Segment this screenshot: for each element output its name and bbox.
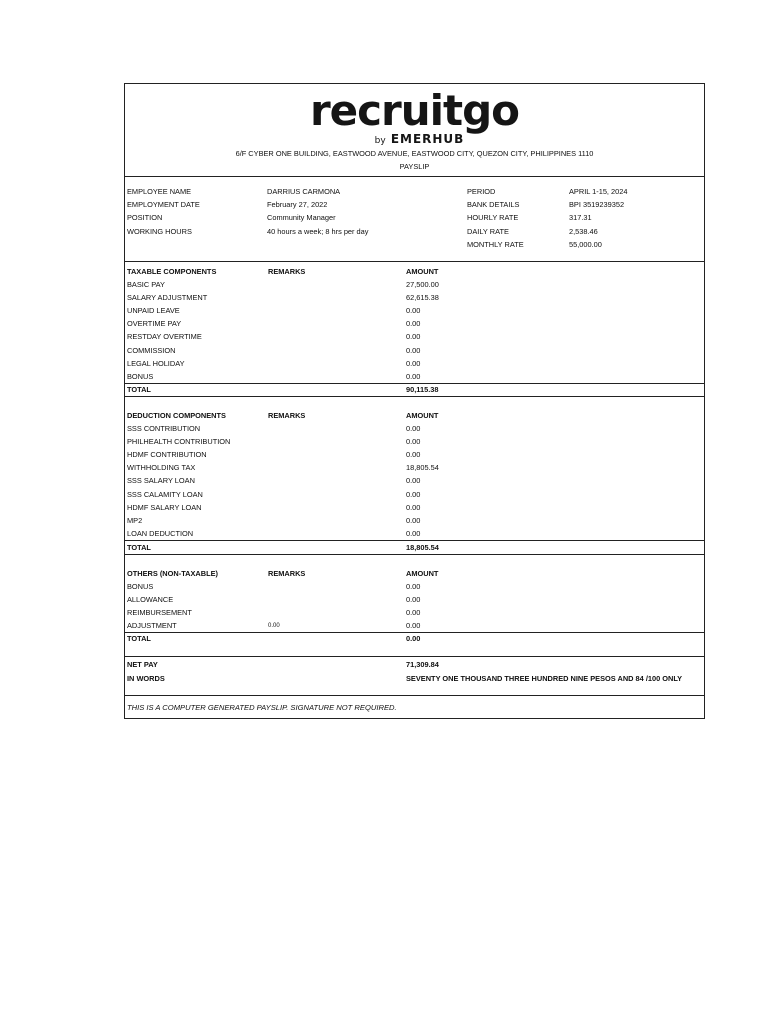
period-value: APRIL 1-15, 2024 — [569, 187, 628, 196]
amount-header: AMOUNT — [406, 569, 439, 578]
working-hours-value: 40 hours a week; 8 hrs per day — [267, 227, 369, 236]
working-hours-label: WORKING HOURS — [127, 227, 192, 236]
table-row-label: COMMISSION — [127, 346, 176, 355]
table-row-amount: 0.00 — [406, 332, 421, 341]
table-row-amount: 0.00 — [406, 490, 421, 499]
logo-subline — [135, 131, 704, 148]
table-row-label: LEGAL HOLIDAY — [127, 359, 185, 368]
table-row-amount: 0.00 — [406, 608, 421, 617]
divider — [125, 554, 704, 555]
in-words-label: IN WORDS — [127, 674, 165, 683]
table-row-amount: 0.00 — [406, 476, 421, 485]
position-value: Community Manager — [267, 213, 336, 222]
table-row-amount: 0.00 — [406, 372, 421, 381]
table-row-amount: 0.00 — [406, 319, 421, 328]
logo-brand: EMERHUB — [390, 132, 465, 146]
table-row-label: BASIC PAY — [127, 280, 165, 289]
logo-wordmark: recruitgo — [309, 86, 520, 135]
employee-name-label: EMPLOYEE NAME — [127, 187, 192, 196]
position-label: POSITION — [127, 213, 163, 222]
bank-details-label: BANK DETAILS — [467, 200, 520, 209]
deduction-header: DEDUCTION COMPONENTS — [127, 411, 226, 420]
table-row-label: SSS CONTRIBUTION — [127, 424, 201, 433]
amount-header: AMOUNT — [406, 411, 439, 420]
others-header: OTHERS (NON-TAXABLE) — [127, 569, 219, 578]
table-row-label: HDMF CONTRIBUTION — [127, 450, 207, 459]
table-row-amount: 0.00 — [406, 346, 421, 355]
daily-rate-value: 2,538.46 — [569, 227, 598, 236]
total-label: TOTAL — [127, 634, 151, 643]
table-row-amount: 0.00 — [406, 582, 421, 591]
table-row-label: BONUS — [127, 582, 154, 591]
remarks-header: REMARKS — [268, 569, 306, 578]
divider — [125, 540, 704, 541]
table-row-label: HDMF SALARY LOAN — [127, 503, 202, 512]
table-row-label: ALLOWANCE — [127, 595, 174, 604]
table-row-label: MP2 — [127, 516, 143, 525]
net-pay-amount: 71,309.84 — [406, 660, 439, 669]
employee-name-value: DARRIUS CARMONA — [267, 187, 341, 196]
document-title: PAYSLIP — [399, 162, 430, 171]
divider — [125, 261, 704, 262]
computer-generated-note: THIS IS A COMPUTER GENERATED PAYSLIP. SIGNATURE NOT REQUIRED. — [127, 703, 397, 712]
table-row-amount: 0.00 — [406, 516, 421, 525]
deduction-total-amount: 18,805.54 — [406, 543, 439, 552]
others-total-amount: 0.00 — [406, 634, 421, 643]
daily-rate-label: DAILY RATE — [467, 227, 509, 236]
table-row-amount: 0.00 — [406, 437, 421, 446]
divider — [125, 695, 704, 696]
total-label: TOTAL — [127, 385, 151, 394]
table-row-amount: 0.00 — [406, 306, 421, 315]
table-row-label: SALARY ADJUSTMENT — [127, 293, 208, 302]
hourly-rate-value: 317.31 — [569, 213, 592, 222]
table-row-label: PHILHEALTH CONTRIBUTION — [127, 437, 231, 446]
table-row-label: LOAN DEDUCTION — [127, 529, 194, 538]
employment-date-label: EMPLOYMENT DATE — [127, 200, 200, 209]
table-row-amount: 0.00 — [406, 595, 421, 604]
company-logo — [125, 86, 704, 148]
company-address: 6/F CYBER ONE BUILDING, EASTWOOD AVENUE, EASTWOOD CITY, QUEZON CITY, PHILIPPINES 1110 — [235, 149, 594, 158]
table-row-label: BONUS — [127, 372, 154, 381]
table-row-amount: 62,615.38 — [406, 293, 439, 302]
table-row-amount: 18,805.54 — [406, 463, 439, 472]
divider — [125, 176, 704, 177]
table-row-label: REIMBURSEMENT — [127, 608, 192, 617]
hourly-rate-label: HOURLY RATE — [467, 213, 519, 222]
table-row-amount: 0.00 — [406, 621, 421, 630]
monthly-rate-label: MONTHLY RATE — [467, 240, 524, 249]
taxable-total-amount: 90,115.38 — [406, 385, 439, 394]
table-row-label: ADJUSTMENT — [127, 621, 177, 630]
table-row-label: WITHHOLDING TAX — [127, 463, 196, 472]
table-row-amount: 0.00 — [406, 359, 421, 368]
divider — [125, 656, 704, 657]
table-row-label: OVERTIME PAY — [127, 319, 182, 328]
net-pay-label: NET PAY — [127, 660, 158, 669]
divider — [125, 632, 704, 633]
employment-date-value: February 27, 2022 — [267, 200, 328, 209]
total-label: TOTAL — [127, 543, 151, 552]
table-row-label: RESTDAY OVERTIME — [127, 332, 202, 341]
taxable-header: TAXABLE COMPONENTS — [127, 267, 217, 276]
logo-by: by — [374, 136, 386, 146]
table-row-amount: 0.00 — [406, 529, 421, 538]
table-row-amount: 0.00 — [406, 424, 421, 433]
table-row-amount: 0.00 — [406, 503, 421, 512]
bank-details-value: BPI 3519239352 — [569, 200, 625, 209]
payslip-document — [124, 83, 705, 719]
table-row-remarks: 0.00 — [268, 623, 280, 629]
table-row-label: SSS SALARY LOAN — [127, 476, 195, 485]
table-row-label: SSS CALAMITY LOAN — [127, 490, 203, 499]
remarks-header: REMARKS — [268, 411, 306, 420]
divider — [125, 396, 704, 397]
remarks-header: REMARKS — [268, 267, 306, 276]
table-row-amount: 27,500.00 — [406, 280, 439, 289]
divider — [125, 383, 704, 384]
amount-header: AMOUNT — [406, 267, 439, 276]
table-row-amount: 0.00 — [406, 450, 421, 459]
in-words-value: SEVENTY ONE THOUSAND THREE HUNDRED NINE PESOS AND 84 /100 ONLY — [406, 674, 683, 683]
monthly-rate-value: 55,000.00 — [569, 240, 602, 249]
table-row-label: UNPAID LEAVE — [127, 306, 180, 315]
period-label: PERIOD — [467, 187, 496, 196]
